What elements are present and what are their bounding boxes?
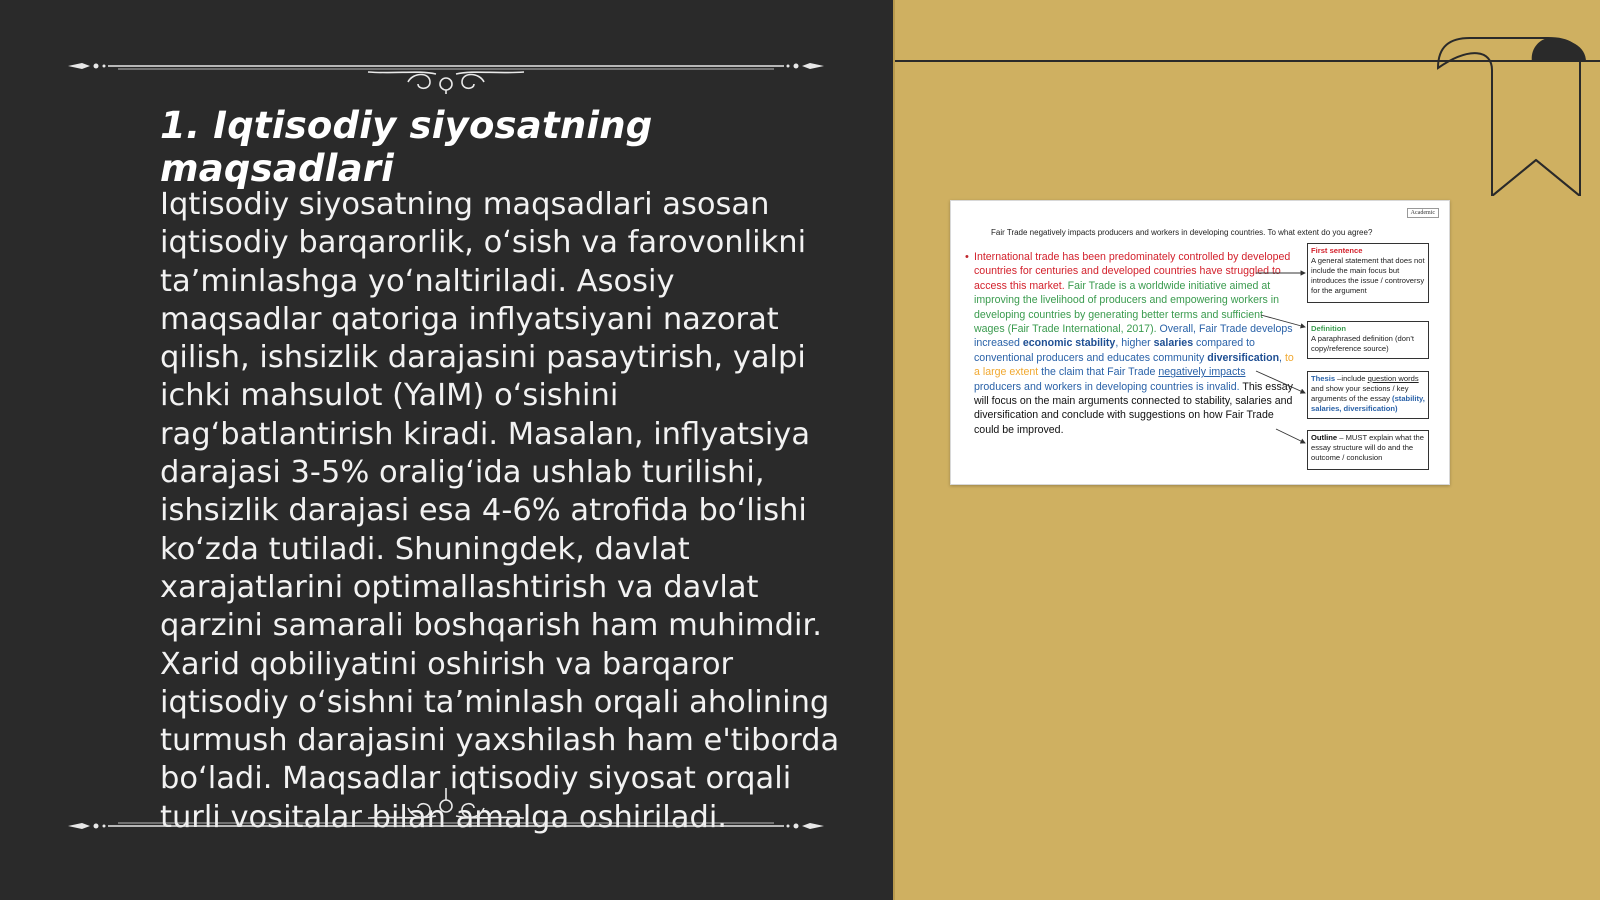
thesis-text-5: the claim that Fair Trade [1041,366,1156,379]
thesis-text-2: , higher [1115,337,1151,350]
note-first-sentence [1307,243,1429,303]
thesis-keyword-stability: economic stability [1022,337,1116,350]
bookmark-ribbon-icon [1430,36,1590,196]
thesis-keyword-diversification: diversification [1207,351,1280,364]
note-underlined-text: question words [1367,374,1419,383]
thesis-keyword-salaries: salaries [1153,337,1194,350]
outline-text: This essay will focus on the main arguments connected to stability, salaries and diversification and conclude with suggestions on how Fair Trade could be improved. [974,380,1293,436]
note-title: Outline [1311,433,1338,442]
note-title: Thesis [1311,374,1336,383]
note-thesis [1307,371,1429,419]
note-title: Definition [1311,324,1347,333]
bullet-icon: • [965,251,969,263]
note-title: First sentence [1311,246,1363,255]
essay-paragraph [974,250,1294,437]
thesis-text-3: compared to conventional producers and educates community [974,337,1255,364]
thesis-extent-text: to a large extent [974,351,1294,379]
thesis-underlined-text: negatively impacts [1158,366,1246,379]
thesis-text-6: producers and workers in developing countries is invalid. [974,380,1240,393]
top-ornament-divider [68,44,824,94]
note-text: – MUST explain what the essay structure will do and the outcome / conclusion [1311,433,1424,462]
note-text: A general statement that does not include the main focus but introduces the issue / controversy for the argument [1311,256,1425,295]
thesis-text-1: Overall, Fair Trade develops increased [974,323,1293,350]
academic-logo: Academic [1407,208,1439,218]
note-outline [1307,430,1429,470]
note-text: A paraphrased definition (don’t copy/reference source) [1311,334,1415,353]
thesis-text-4: , [1279,351,1282,364]
slide-title: 1. Iqtisodiy siyosatning maqsadlari [160,104,653,190]
bottom-ornament-divider [68,780,824,830]
note-text: –include [1335,374,1368,383]
essay-example-image [950,200,1450,485]
note-definition [1307,321,1429,359]
note-text: and show your sections / key arguments of the essay [1311,384,1409,403]
slide-body-text: Iqtisodiy siyosatning maqsadlari asosan iqtisodiy barqarorlik, o‘sish va farovonlikni ta’minlashga yo‘naltiriladi. Asosiy maqsadlar qatoriga inflyatsiyani nazorat qilish, ishsizlik darajasini pasaytirish, yalpi ichki mahsulot (YaIM) o‘sishini rag‘batlantirish kiradi. Masalan, inflyatsiya darajasi 3-5% oralig‘ida ushlab turilishi, ishsizlik darajasi esa 4-6% atrofida bo‘lishi ko‘zda tutiladi. Shuningdek, davlat xarajatlarini optimallashtirish va davlat qarzini samarali boshqarish ham muhimdir. Xarid qobiliyatini oshirish va barqaror iqtisodiy o‘sishni ta’minlash orqali aholining turmush darajasini yaxshilash ham e'tiborda bo‘ladi. Maqsadlar iqtisodiy siyosat orqali turli vositalar bilan amalga oshiriladi. [160,187,840,835]
essay-question: Fair Trade negatively impacts producers and workers in developing countries. To what extent do you agree? [991,228,1373,237]
first-sentence-text: International trade has been predominately controlled by developed countries for centuries and developed countries have struggled to access this market. [974,251,1291,292]
definition-text: Fair Trade is a worldwide initiative aimed at improving the livelihood of producers and empowering workers in developing countries by generating better terms and sufficient wages (Fair Trade International, 2017). [974,279,1280,336]
note-keywords: (stability, salaries, diversification) [1311,394,1425,413]
